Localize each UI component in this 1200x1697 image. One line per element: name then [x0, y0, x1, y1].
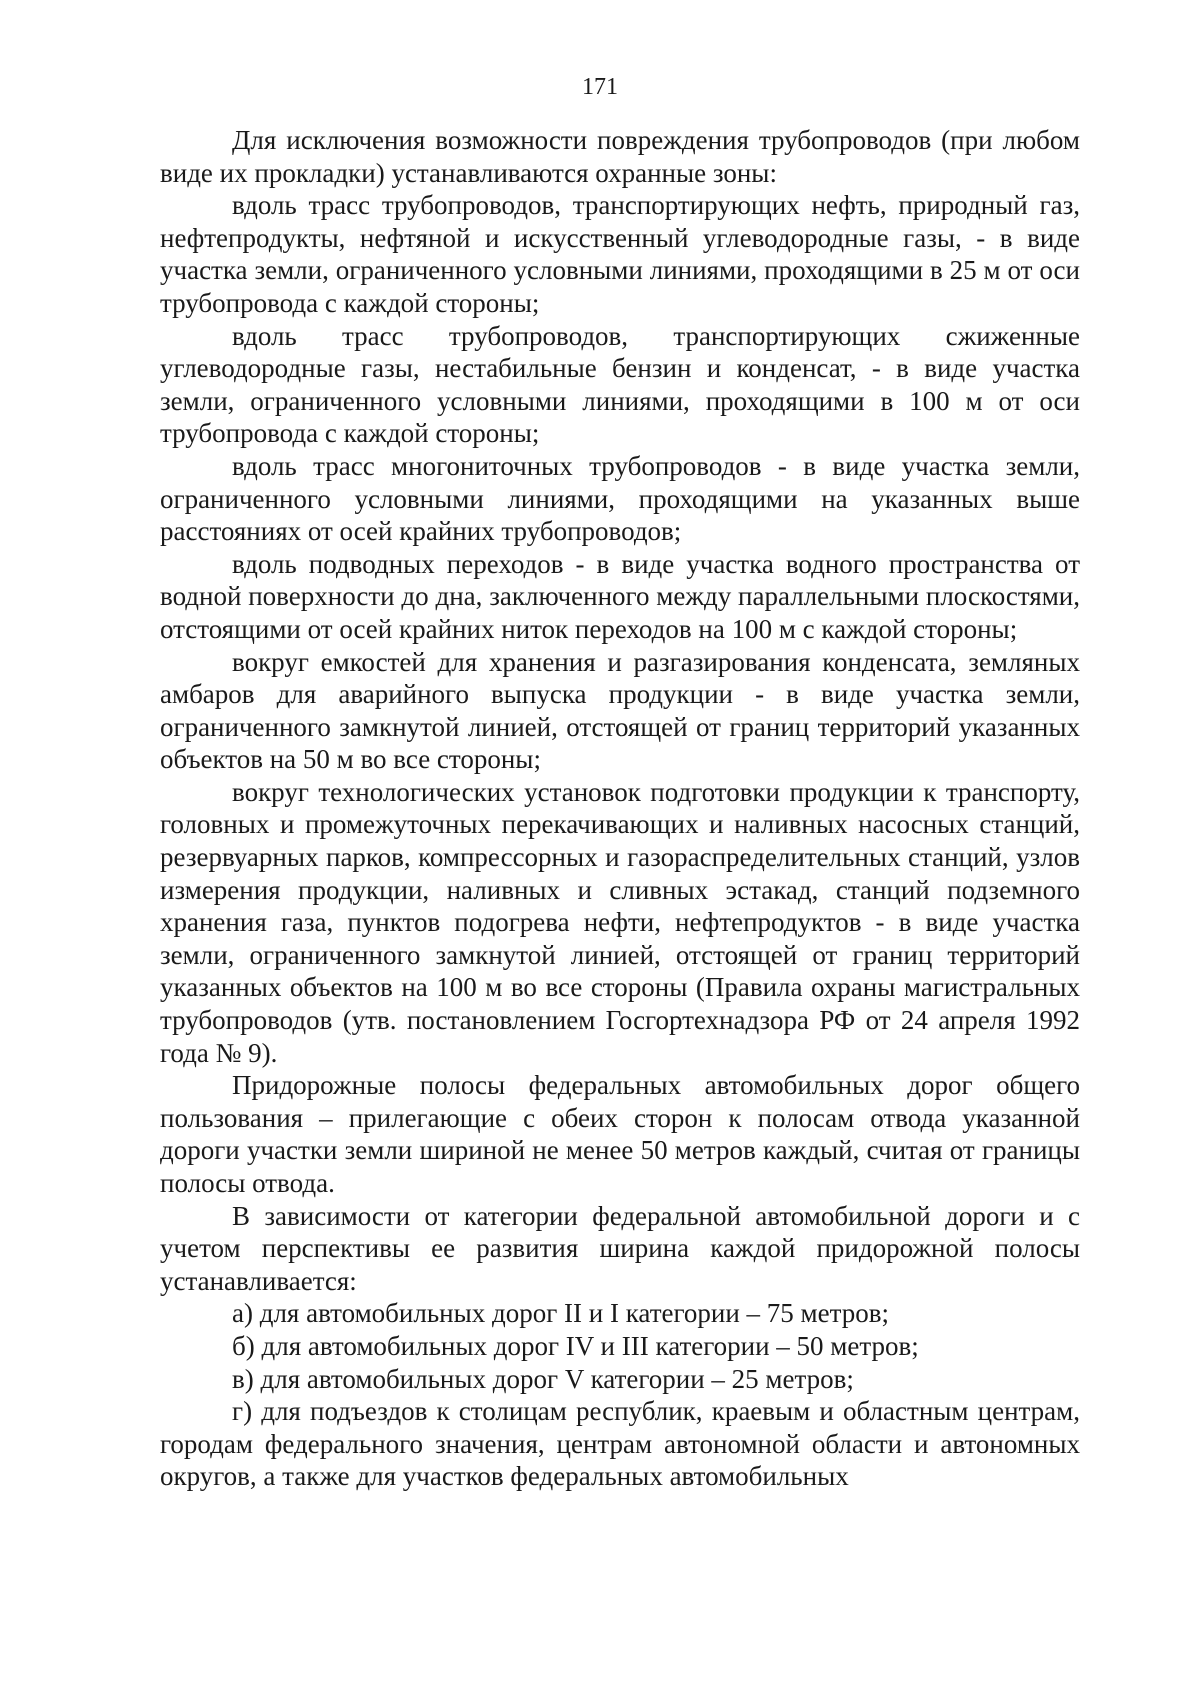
paragraph-condensate-tanks: вокруг емкостей для хранения и разгазирования конденсата, земляных амбаров для аварийного выпуска продукции - в виде участка земли, ограниченного замкнутой линией, отстоящей от границ территорий указанных объектов на 50 м во все стороны;	[160, 646, 1080, 775]
document-body	[160, 124, 1080, 1493]
paragraph-road-category-intro: В зависимости от категории федеральной автомобильной дороги и с учетом перспективы ее развития ширина каждой придорожной полосы устанавливается:	[160, 1200, 1080, 1296]
paragraph-technological-installations: вокруг технологических установок подготовки продукции к транспорту, головных и промежуточных перекачивающих и наливных насосных станций, резервуарных парков, компрессорных и газораспределительных станций, узлов измерения продукции, наливных и сливных эстакад, станций подземного хранения газа, пунктов подогрева нефти, нефтепродуктов - в виде участка земли, ограниченного замкнутой линией, отстоящей от границ территорий указанных объектов на 100 м во все стороны (Правила охраны магистральных трубопроводов (утв. постановлением Госгортехнадзора РФ от 24 апреля 1992 года № 9).	[160, 776, 1080, 1068]
list-item-v: в) для автомобильных дорог V категории – 25 метров;	[232, 1363, 854, 1394]
paragraph-oil-gas-pipelines: вдоль трасс трубопроводов, транспортирующих нефть, природный газ, нефтепродукты, нефтяной и искусственный углеводородные газы, - в виде участка земли, ограниченного условными линиями, проходящими в 25 м от оси трубопровода с каждой стороны;	[160, 190, 1080, 318]
list-item-g: г) для подъездов к столицам республик, краевым и областным центрам, городам федерального значения, центрам автономной области и автономных округов, а также для участков федеральных автомобильных	[160, 1396, 1080, 1492]
paragraph-multi-line-pipelines: вдоль трасс многониточных трубопроводов - в виде участка земли, ограниченного условными линиями, проходящими на указанных выше расстояниях от осей крайних трубопроводов;	[160, 450, 1080, 547]
page-number: 171	[582, 74, 618, 100]
paragraph-intro: Для исключения возможности повреждения трубопроводов (при любом виде их прокладки) устанавливаются охранные зоны:	[160, 125, 1080, 188]
list-item-b: б) для автомобильных дорог IV и III категории – 50 метров;	[232, 1330, 919, 1361]
list-item-a: а) для автомобильных дорог II и I категории – 75 метров;	[232, 1298, 890, 1329]
paragraph-underwater-crossings: вдоль подводных переходов - в виде участка водного пространства от водной поверхности до дна, заключенного между параллельными плоскостями, отстоящими от осей крайних ниток переходов на 100 м с каждой стороны;	[160, 548, 1080, 644]
paragraph-roadside-strips: Придорожные полосы федеральных автомобильных дорог общего пользования – прилегающие с обеих сторон к полосам отвода указанной дороги участки земли шириной не менее 50 метров каждый, считая от границы полосы отвода.	[160, 1070, 1080, 1198]
paragraph-liquefied-gas-pipelines: вдоль трасс трубопроводов, транспортирующих сжиженные углеводородные газы, нестабильные бензин и конденсат, - в виде участка земли, ограниченного условными линиями, проходящими в 100 м от оси трубопровода с каждой стороны;	[160, 320, 1080, 449]
